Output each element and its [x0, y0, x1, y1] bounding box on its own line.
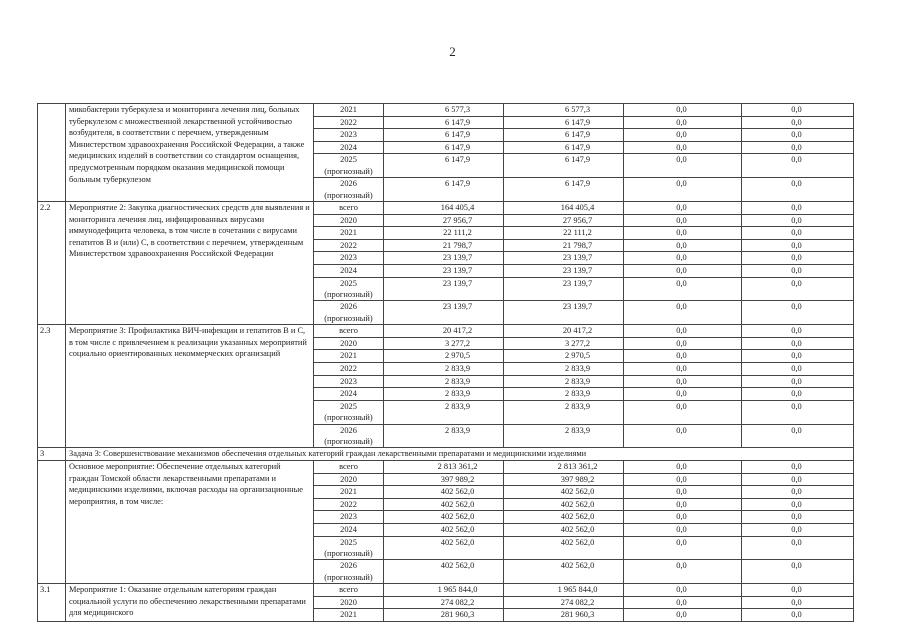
table-row	[38, 202, 854, 215]
year-cell	[314, 301, 384, 325]
forecast-note: (прогнозный)	[324, 289, 373, 299]
value-cell-v2: 2 833,9	[504, 400, 624, 424]
year-label: 2023	[340, 253, 357, 263]
year-label: 2022	[340, 363, 357, 373]
value-cell-v3: 0,0	[624, 511, 742, 524]
year-cell	[314, 486, 384, 499]
value-cell-v3: 0,0	[624, 239, 742, 252]
year-label: 2026	[340, 561, 357, 571]
year-cell	[314, 560, 384, 584]
table-row	[38, 584, 854, 597]
year-cell	[314, 596, 384, 609]
value-cell-v2: 23 139,7	[504, 264, 624, 277]
year-label: 2021	[340, 610, 357, 620]
value-cell-v1: 2 833,9	[384, 375, 504, 388]
year-cell	[314, 337, 384, 350]
year-cell	[314, 129, 384, 142]
year-cell	[314, 424, 384, 448]
year-cell	[314, 473, 384, 486]
forecast-note: (прогнозный)	[324, 413, 373, 423]
value-cell-v4: 0,0	[742, 154, 854, 178]
year-label: 2024	[340, 265, 357, 275]
value-cell-v1: 20 417,2	[384, 325, 504, 338]
item-number	[38, 104, 66, 202]
year-cell	[314, 239, 384, 252]
value-cell-v4: 0,0	[742, 116, 854, 129]
value-cell-v2: 402 562,0	[504, 523, 624, 536]
value-cell-v4: 0,0	[742, 264, 854, 277]
value-cell-v2: 2 833,9	[504, 388, 624, 401]
value-cell-v2: 164 405,4	[504, 202, 624, 215]
year-cell	[314, 277, 384, 301]
year-cell	[314, 227, 384, 240]
value-cell-v1: 1 965 844,0	[384, 584, 504, 597]
page-number: 2	[449, 44, 456, 59]
year-label: 2021	[340, 228, 357, 238]
value-cell-v4: 0,0	[742, 277, 854, 301]
value-cell-v3: 0,0	[624, 214, 742, 227]
value-cell-v3: 0,0	[624, 202, 742, 215]
item-number: 3.1	[38, 584, 66, 622]
item-description: Мероприятие 3: Профилактика ВИЧ-инфекции и гепатитов В и С, в том числе с привлечением к реализации указанных мероприятий социально ориентированных некоммерческих организаций	[66, 325, 314, 448]
value-cell-v1: 402 562,0	[384, 560, 504, 584]
forecast-note: (прогнозный)	[324, 190, 373, 200]
year-cell	[314, 252, 384, 265]
item-number: 2.2	[38, 202, 66, 325]
value-cell-v2: 402 562,0	[504, 486, 624, 499]
year-cell	[314, 400, 384, 424]
value-cell-v4: 0,0	[742, 424, 854, 448]
value-cell-v4: 0,0	[742, 523, 854, 536]
forecast-note: (прогнозный)	[324, 572, 373, 582]
value-cell-v3: 0,0	[624, 104, 742, 117]
item-description: Мероприятие 1: Оказание отдельным категориям граждан социальной услуги по обеспечению лекарственными препаратами для медицинского	[66, 584, 314, 622]
value-cell-v1: 2 970,5	[384, 350, 504, 363]
value-cell-v3: 0,0	[624, 129, 742, 142]
value-cell-v2: 1 965 844,0	[504, 584, 624, 597]
value-cell-v2: 6 147,9	[504, 129, 624, 142]
value-cell-v3: 0,0	[624, 523, 742, 536]
year-cell	[314, 362, 384, 375]
value-cell-v2: 402 562,0	[504, 536, 624, 560]
value-cell-v2: 22 111,2	[504, 227, 624, 240]
value-cell-v3: 0,0	[624, 424, 742, 448]
task-title: Задача 3: Совершенствование механизмов обеспечения отдельных категорий граждан лекарственными препаратами и медицинскими изделиями	[66, 448, 854, 461]
value-cell-v4: 0,0	[742, 202, 854, 215]
item-description: Мероприятие 2: Закупка диагностических средств для выявления и мониторинга лечения лиц, инфицированных вирусами иммунодефицита человека, в том числе в сочетании с вирусами гепатитов В и (или) С, в соответствии с перечнем, утвержденным Министерством здравоохранения Российской Федерации	[66, 202, 314, 325]
value-cell-v4: 0,0	[742, 239, 854, 252]
value-cell-v4: 0,0	[742, 104, 854, 117]
year-label: 2020	[340, 338, 357, 348]
value-cell-v3: 0,0	[624, 227, 742, 240]
year-label: 2025	[340, 155, 357, 165]
year-cell	[314, 116, 384, 129]
forecast-note: (прогнозный)	[324, 166, 373, 176]
value-cell-v1: 6 147,9	[384, 154, 504, 178]
value-cell-v1: 27 956,7	[384, 214, 504, 227]
value-cell-v3: 0,0	[624, 400, 742, 424]
value-cell-v1: 23 139,7	[384, 252, 504, 265]
year-label: всего	[339, 461, 358, 471]
year-cell	[314, 104, 384, 117]
value-cell-v2: 402 562,0	[504, 511, 624, 524]
value-cell-v3: 0,0	[624, 498, 742, 511]
value-cell-v2: 281 960,3	[504, 609, 624, 622]
value-cell-v3: 0,0	[624, 375, 742, 388]
value-cell-v3: 0,0	[624, 609, 742, 622]
value-cell-v1: 21 798,7	[384, 239, 504, 252]
value-cell-v1: 22 111,2	[384, 227, 504, 240]
item-description: микобактерии туберкулеза и мониторинга лечения лиц, больных туберкулезом с множественной лекарственной устойчивостью возбудителя, в соответствии с перечнем, утвержденным Министерством здравоохранения Российской Федерации, а также медицинских изделий в соответствии со стандартом оснащения, предусмотренным порядком оказания медицинской помощи больным туберкулезом	[66, 104, 314, 202]
value-cell-v2: 6 147,9	[504, 178, 624, 202]
table-row	[38, 460, 854, 473]
year-label: 2022	[340, 499, 357, 509]
value-cell-v4: 0,0	[742, 350, 854, 363]
item-number	[38, 460, 66, 583]
year-label: 2025	[340, 401, 357, 411]
year-label: всего	[339, 203, 358, 212]
year-label: 2022	[340, 117, 357, 127]
year-label: 2021	[340, 105, 357, 114]
value-cell-v1: 6 147,9	[384, 178, 504, 202]
value-cell-v1: 402 562,0	[384, 511, 504, 524]
value-cell-v2: 23 139,7	[504, 252, 624, 265]
year-cell	[314, 460, 384, 473]
forecast-note: (прогнозный)	[324, 313, 373, 323]
value-cell-v3: 0,0	[624, 141, 742, 154]
value-cell-v4: 0,0	[742, 460, 854, 473]
year-cell	[314, 523, 384, 536]
forecast-note: (прогнозный)	[324, 548, 373, 558]
value-cell-v3: 0,0	[624, 460, 742, 473]
value-cell-v4: 0,0	[742, 400, 854, 424]
value-cell-v2: 3 277,2	[504, 337, 624, 350]
value-cell-v2: 402 562,0	[504, 498, 624, 511]
value-cell-v4: 0,0	[742, 511, 854, 524]
year-label: 2025	[340, 278, 357, 288]
value-cell-v4: 0,0	[742, 596, 854, 609]
value-cell-v3: 0,0	[624, 536, 742, 560]
year-label: 2022	[340, 240, 357, 250]
value-cell-v4: 0,0	[742, 560, 854, 584]
year-cell	[314, 141, 384, 154]
value-cell-v4: 0,0	[742, 129, 854, 142]
value-cell-v2: 20 417,2	[504, 325, 624, 338]
table-row	[38, 325, 854, 338]
year-label: 2021	[340, 487, 357, 497]
budget-table	[37, 103, 854, 622]
value-cell-v4: 0,0	[742, 141, 854, 154]
value-cell-v1: 2 833,9	[384, 424, 504, 448]
value-cell-v3: 0,0	[624, 473, 742, 486]
value-cell-v4: 0,0	[742, 227, 854, 240]
value-cell-v1: 402 562,0	[384, 498, 504, 511]
value-cell-v3: 0,0	[624, 301, 742, 325]
value-cell-v3: 0,0	[624, 154, 742, 178]
value-cell-v2: 2 833,9	[504, 424, 624, 448]
year-label: 2020	[340, 215, 357, 225]
value-cell-v1: 274 082,2	[384, 596, 504, 609]
value-cell-v3: 0,0	[624, 362, 742, 375]
value-cell-v1: 164 405,4	[384, 202, 504, 215]
value-cell-v1: 23 139,7	[384, 264, 504, 277]
year-cell	[314, 584, 384, 597]
value-cell-v4: 0,0	[742, 337, 854, 350]
year-label: 2024	[340, 142, 357, 152]
year-label: 2025	[340, 537, 357, 547]
value-cell-v1: 6 577,3	[384, 104, 504, 117]
value-cell-v1: 2 833,9	[384, 400, 504, 424]
year-cell	[314, 202, 384, 215]
value-cell-v2: 2 833,9	[504, 362, 624, 375]
year-label: всего	[339, 585, 358, 595]
year-label: 2024	[340, 524, 357, 534]
value-cell-v1: 23 139,7	[384, 301, 504, 325]
value-cell-v3: 0,0	[624, 277, 742, 301]
value-cell-v1: 3 277,2	[384, 337, 504, 350]
year-label: 2026	[340, 302, 357, 312]
value-cell-v2: 23 139,7	[504, 301, 624, 325]
value-cell-v4: 0,0	[742, 498, 854, 511]
value-cell-v2: 402 562,0	[504, 560, 624, 584]
task-row	[38, 448, 854, 461]
value-cell-v3: 0,0	[624, 486, 742, 499]
value-cell-v2: 6 147,9	[504, 116, 624, 129]
value-cell-v1: 23 139,7	[384, 277, 504, 301]
value-cell-v3: 0,0	[624, 560, 742, 584]
value-cell-v3: 0,0	[624, 264, 742, 277]
value-cell-v4: 0,0	[742, 486, 854, 499]
value-cell-v2: 27 956,7	[504, 214, 624, 227]
value-cell-v4: 0,0	[742, 178, 854, 202]
value-cell-v1: 402 562,0	[384, 486, 504, 499]
value-cell-v1: 2 833,9	[384, 388, 504, 401]
table-row	[38, 104, 854, 117]
value-cell-v3: 0,0	[624, 325, 742, 338]
year-label: всего	[339, 326, 358, 336]
year-label: 2020	[340, 474, 357, 484]
value-cell-v3: 0,0	[624, 116, 742, 129]
item-number: 2.3	[38, 325, 66, 448]
value-cell-v4: 0,0	[742, 584, 854, 597]
year-label: 2020	[340, 597, 357, 607]
value-cell-v4: 0,0	[742, 301, 854, 325]
value-cell-v2: 2 833,9	[504, 375, 624, 388]
value-cell-v2: 397 989,2	[504, 473, 624, 486]
year-cell	[314, 264, 384, 277]
year-label: 2026	[340, 425, 357, 435]
year-cell	[314, 498, 384, 511]
value-cell-v1: 402 562,0	[384, 523, 504, 536]
value-cell-v1: 2 833,9	[384, 362, 504, 375]
value-cell-v3: 0,0	[624, 388, 742, 401]
value-cell-v4: 0,0	[742, 214, 854, 227]
item-description: Основное мероприятие: Обеспечение отдельных категорий граждан Томской области лекарственными препаратами и медицинскими изделиями, включая расходы на организационные мероприятия, в том числе:	[66, 460, 314, 583]
value-cell-v3: 0,0	[624, 350, 742, 363]
value-cell-v2: 21 798,7	[504, 239, 624, 252]
year-cell	[314, 536, 384, 560]
year-cell	[314, 214, 384, 227]
year-cell	[314, 350, 384, 363]
year-label: 2021	[340, 351, 357, 361]
value-cell-v4: 0,0	[742, 388, 854, 401]
year-label: 2023	[340, 512, 357, 522]
value-cell-v3: 0,0	[624, 337, 742, 350]
value-cell-v2: 2 970,5	[504, 350, 624, 363]
year-cell	[314, 178, 384, 202]
year-label: 2023	[340, 130, 357, 140]
year-label: 2026	[340, 179, 357, 189]
value-cell-v2: 6 147,9	[504, 141, 624, 154]
value-cell-v2: 2 813 361,2	[504, 460, 624, 473]
value-cell-v4: 0,0	[742, 252, 854, 265]
value-cell-v4: 0,0	[742, 362, 854, 375]
value-cell-v2: 6 577,3	[504, 104, 624, 117]
year-cell	[314, 511, 384, 524]
value-cell-v4: 0,0	[742, 536, 854, 560]
value-cell-v2: 23 139,7	[504, 277, 624, 301]
year-cell	[314, 325, 384, 338]
value-cell-v2: 6 147,9	[504, 154, 624, 178]
value-cell-v4: 0,0	[742, 609, 854, 622]
year-cell	[314, 154, 384, 178]
year-label: 2024	[340, 389, 357, 399]
value-cell-v3: 0,0	[624, 584, 742, 597]
year-cell	[314, 375, 384, 388]
value-cell-v3: 0,0	[624, 596, 742, 609]
value-cell-v1: 281 960,3	[384, 609, 504, 622]
forecast-note: (прогнозный)	[324, 436, 373, 446]
year-cell	[314, 388, 384, 401]
year-label: 2023	[340, 376, 357, 386]
value-cell-v1: 402 562,0	[384, 536, 504, 560]
task-number: 3	[38, 448, 66, 461]
value-cell-v1: 2 813 361,2	[384, 460, 504, 473]
value-cell-v4: 0,0	[742, 473, 854, 486]
value-cell-v1: 6 147,9	[384, 129, 504, 142]
value-cell-v1: 397 989,2	[384, 473, 504, 486]
value-cell-v4: 0,0	[742, 325, 854, 338]
value-cell-v1: 6 147,9	[384, 116, 504, 129]
value-cell-v2: 274 082,2	[504, 596, 624, 609]
year-cell	[314, 609, 384, 622]
value-cell-v1: 6 147,9	[384, 141, 504, 154]
value-cell-v3: 0,0	[624, 252, 742, 265]
value-cell-v4: 0,0	[742, 375, 854, 388]
value-cell-v3: 0,0	[624, 178, 742, 202]
